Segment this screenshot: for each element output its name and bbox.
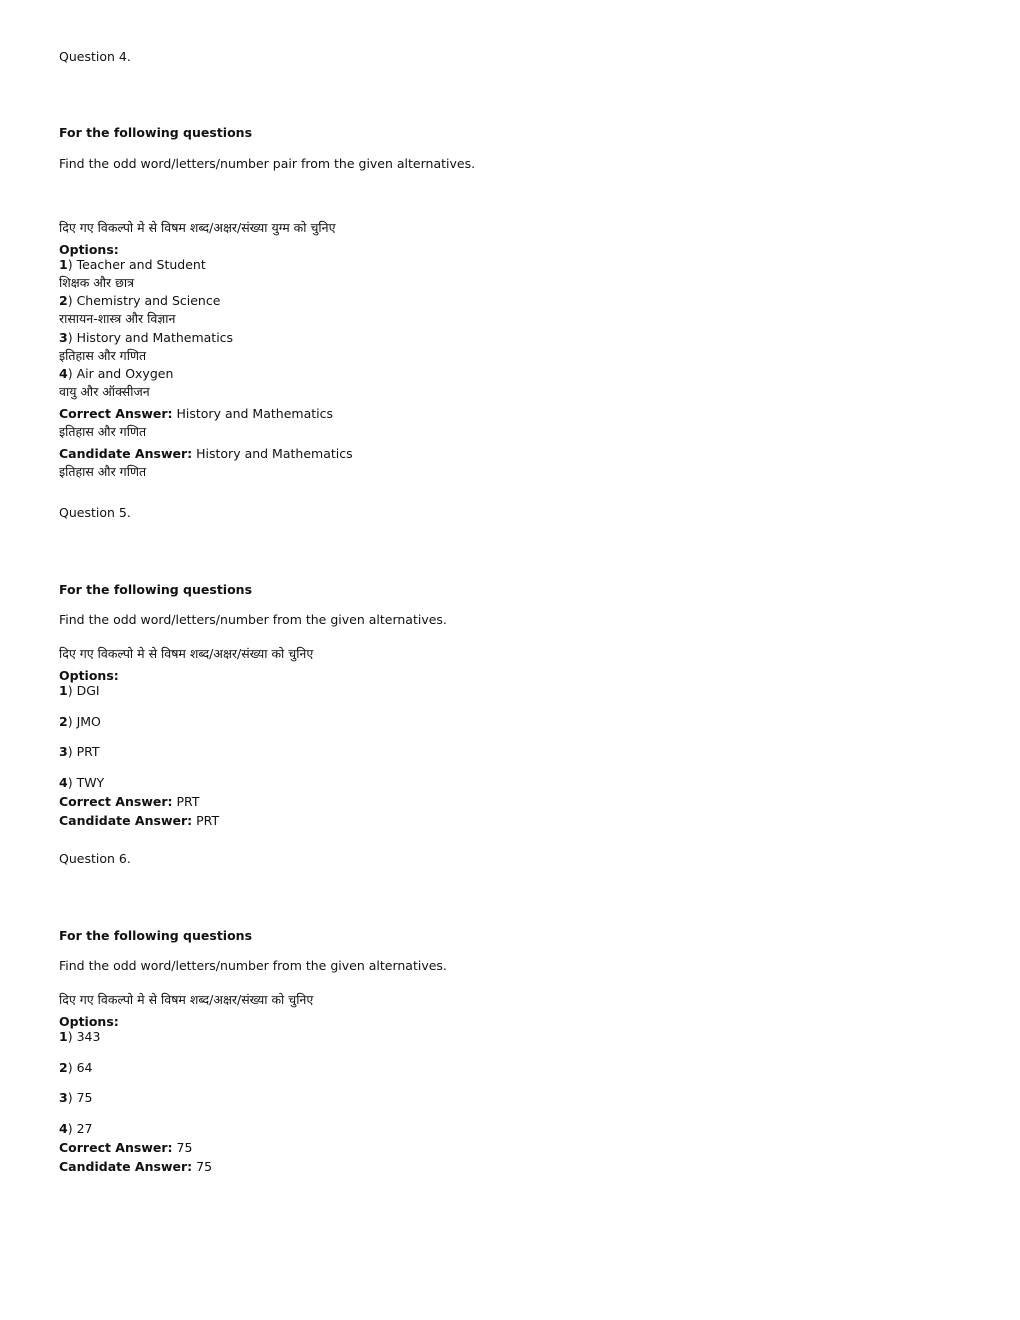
option-number: 4 bbox=[59, 366, 68, 381]
option-text: DGI bbox=[76, 683, 100, 698]
option-1: 1) DGI bbox=[59, 683, 100, 698]
correct-answer-value: PRT bbox=[176, 794, 200, 809]
option-number: 1 bbox=[59, 1029, 68, 1044]
option-number: 3 bbox=[59, 1090, 68, 1105]
candidate-answer bbox=[59, 813, 219, 829]
option-4: 4) TWY bbox=[59, 775, 105, 790]
question-number: Question 4. bbox=[59, 49, 131, 64]
candidate-answer bbox=[59, 1159, 212, 1175]
correct-answer bbox=[59, 794, 199, 810]
option-4-hindi: वायु और ऑक्सीजन bbox=[59, 384, 150, 399]
option-text: 343 bbox=[76, 1029, 101, 1044]
option-number: 4 bbox=[59, 775, 68, 790]
option-number: 2 bbox=[59, 293, 68, 308]
option-text: 27 bbox=[76, 1121, 93, 1136]
option-text: Chemistry and Science bbox=[76, 293, 221, 308]
option-1: 1) Teacher and Student bbox=[59, 257, 206, 272]
question-number: Question 6. bbox=[59, 851, 131, 866]
option-3: 3) History and Mathematics bbox=[59, 330, 234, 345]
candidate-answer-value: PRT bbox=[196, 813, 220, 828]
option-2: 2) JMO bbox=[59, 714, 101, 729]
option-2-hindi: रासायन-शास्त्र और विज्ञान bbox=[59, 311, 176, 326]
option-number: 2 bbox=[59, 1060, 68, 1075]
option-number: 4 bbox=[59, 1121, 68, 1136]
options-label: Options: bbox=[59, 668, 119, 683]
correct-answer-value: History and Mathematics bbox=[176, 406, 333, 421]
option-number: 1 bbox=[59, 683, 68, 698]
correct-answer-label: Correct Answer: bbox=[59, 406, 173, 421]
options-label: Options: bbox=[59, 242, 119, 257]
correct-answer-label: Correct Answer: bbox=[59, 1140, 173, 1155]
candidate-answer bbox=[59, 446, 353, 462]
correct-answer-label: Correct Answer: bbox=[59, 794, 173, 809]
option-text: Teacher and Student bbox=[76, 257, 206, 272]
candidate-answer-value: 75 bbox=[196, 1159, 213, 1174]
option-2: 2) 64 bbox=[59, 1060, 93, 1075]
instruction-english: Find the odd word/letters/number pair from the given alternatives. bbox=[59, 156, 476, 171]
instruction-hindi: दिए गए विकल्पो मे से विषम शब्द/अक्षर/संख्या को चुनिए bbox=[59, 992, 314, 1007]
candidate-answer-label: Candidate Answer: bbox=[59, 446, 193, 461]
instruction-hindi: दिए गए विकल्पो मे से विषम शब्द/अक्षर/संख्या को चुनिए bbox=[59, 646, 314, 661]
candidate-answer-label: Candidate Answer: bbox=[59, 1159, 193, 1174]
option-3-hindi: इतिहास और गणित bbox=[59, 348, 147, 363]
correct-answer-value: 75 bbox=[176, 1140, 193, 1155]
option-3: 3) PRT bbox=[59, 744, 100, 759]
option-4: 4) 27 bbox=[59, 1121, 93, 1136]
candidate-answer-label: Candidate Answer: bbox=[59, 813, 193, 828]
option-number: 2 bbox=[59, 714, 68, 729]
option-text: TWY bbox=[76, 775, 105, 790]
question-heading: For the following questions bbox=[59, 928, 253, 943]
option-2: 2) Chemistry and Science bbox=[59, 293, 221, 308]
question-number: Question 5. bbox=[59, 505, 131, 520]
option-text: History and Mathematics bbox=[76, 330, 234, 345]
option-number: 3 bbox=[59, 330, 68, 345]
options-label: Options: bbox=[59, 1014, 119, 1029]
option-text: 64 bbox=[76, 1060, 93, 1075]
option-text: JMO bbox=[76, 714, 101, 729]
option-text: Air and Oxygen bbox=[76, 366, 174, 381]
option-4: 4) Air and Oxygen bbox=[59, 366, 174, 381]
option-text: PRT bbox=[76, 744, 100, 759]
option-number: 1 bbox=[59, 257, 68, 272]
option-1: 1) 343 bbox=[59, 1029, 101, 1044]
correct-answer bbox=[59, 406, 333, 422]
correct-answer bbox=[59, 1140, 192, 1156]
option-1-hindi: शिक्षक और छात्र bbox=[59, 275, 135, 290]
candidate-answer-hindi: इतिहास और गणित bbox=[59, 464, 147, 479]
instruction-english: Find the odd word/letters/number from the given alternatives. bbox=[59, 958, 447, 973]
option-text: 75 bbox=[76, 1090, 93, 1105]
correct-answer-hindi: इतिहास और गणित bbox=[59, 424, 147, 439]
question-heading: For the following questions bbox=[59, 125, 253, 140]
question-heading: For the following questions bbox=[59, 582, 253, 597]
option-3: 3) 75 bbox=[59, 1090, 93, 1105]
instruction-hindi: दिए गए विकल्पो मे से विषम शब्द/अक्षर/संख्या युग्म को चुनिए bbox=[59, 220, 336, 235]
instruction-english: Find the odd word/letters/number from the given alternatives. bbox=[59, 612, 447, 627]
option-number: 3 bbox=[59, 744, 68, 759]
candidate-answer-value: History and Mathematics bbox=[196, 446, 353, 461]
